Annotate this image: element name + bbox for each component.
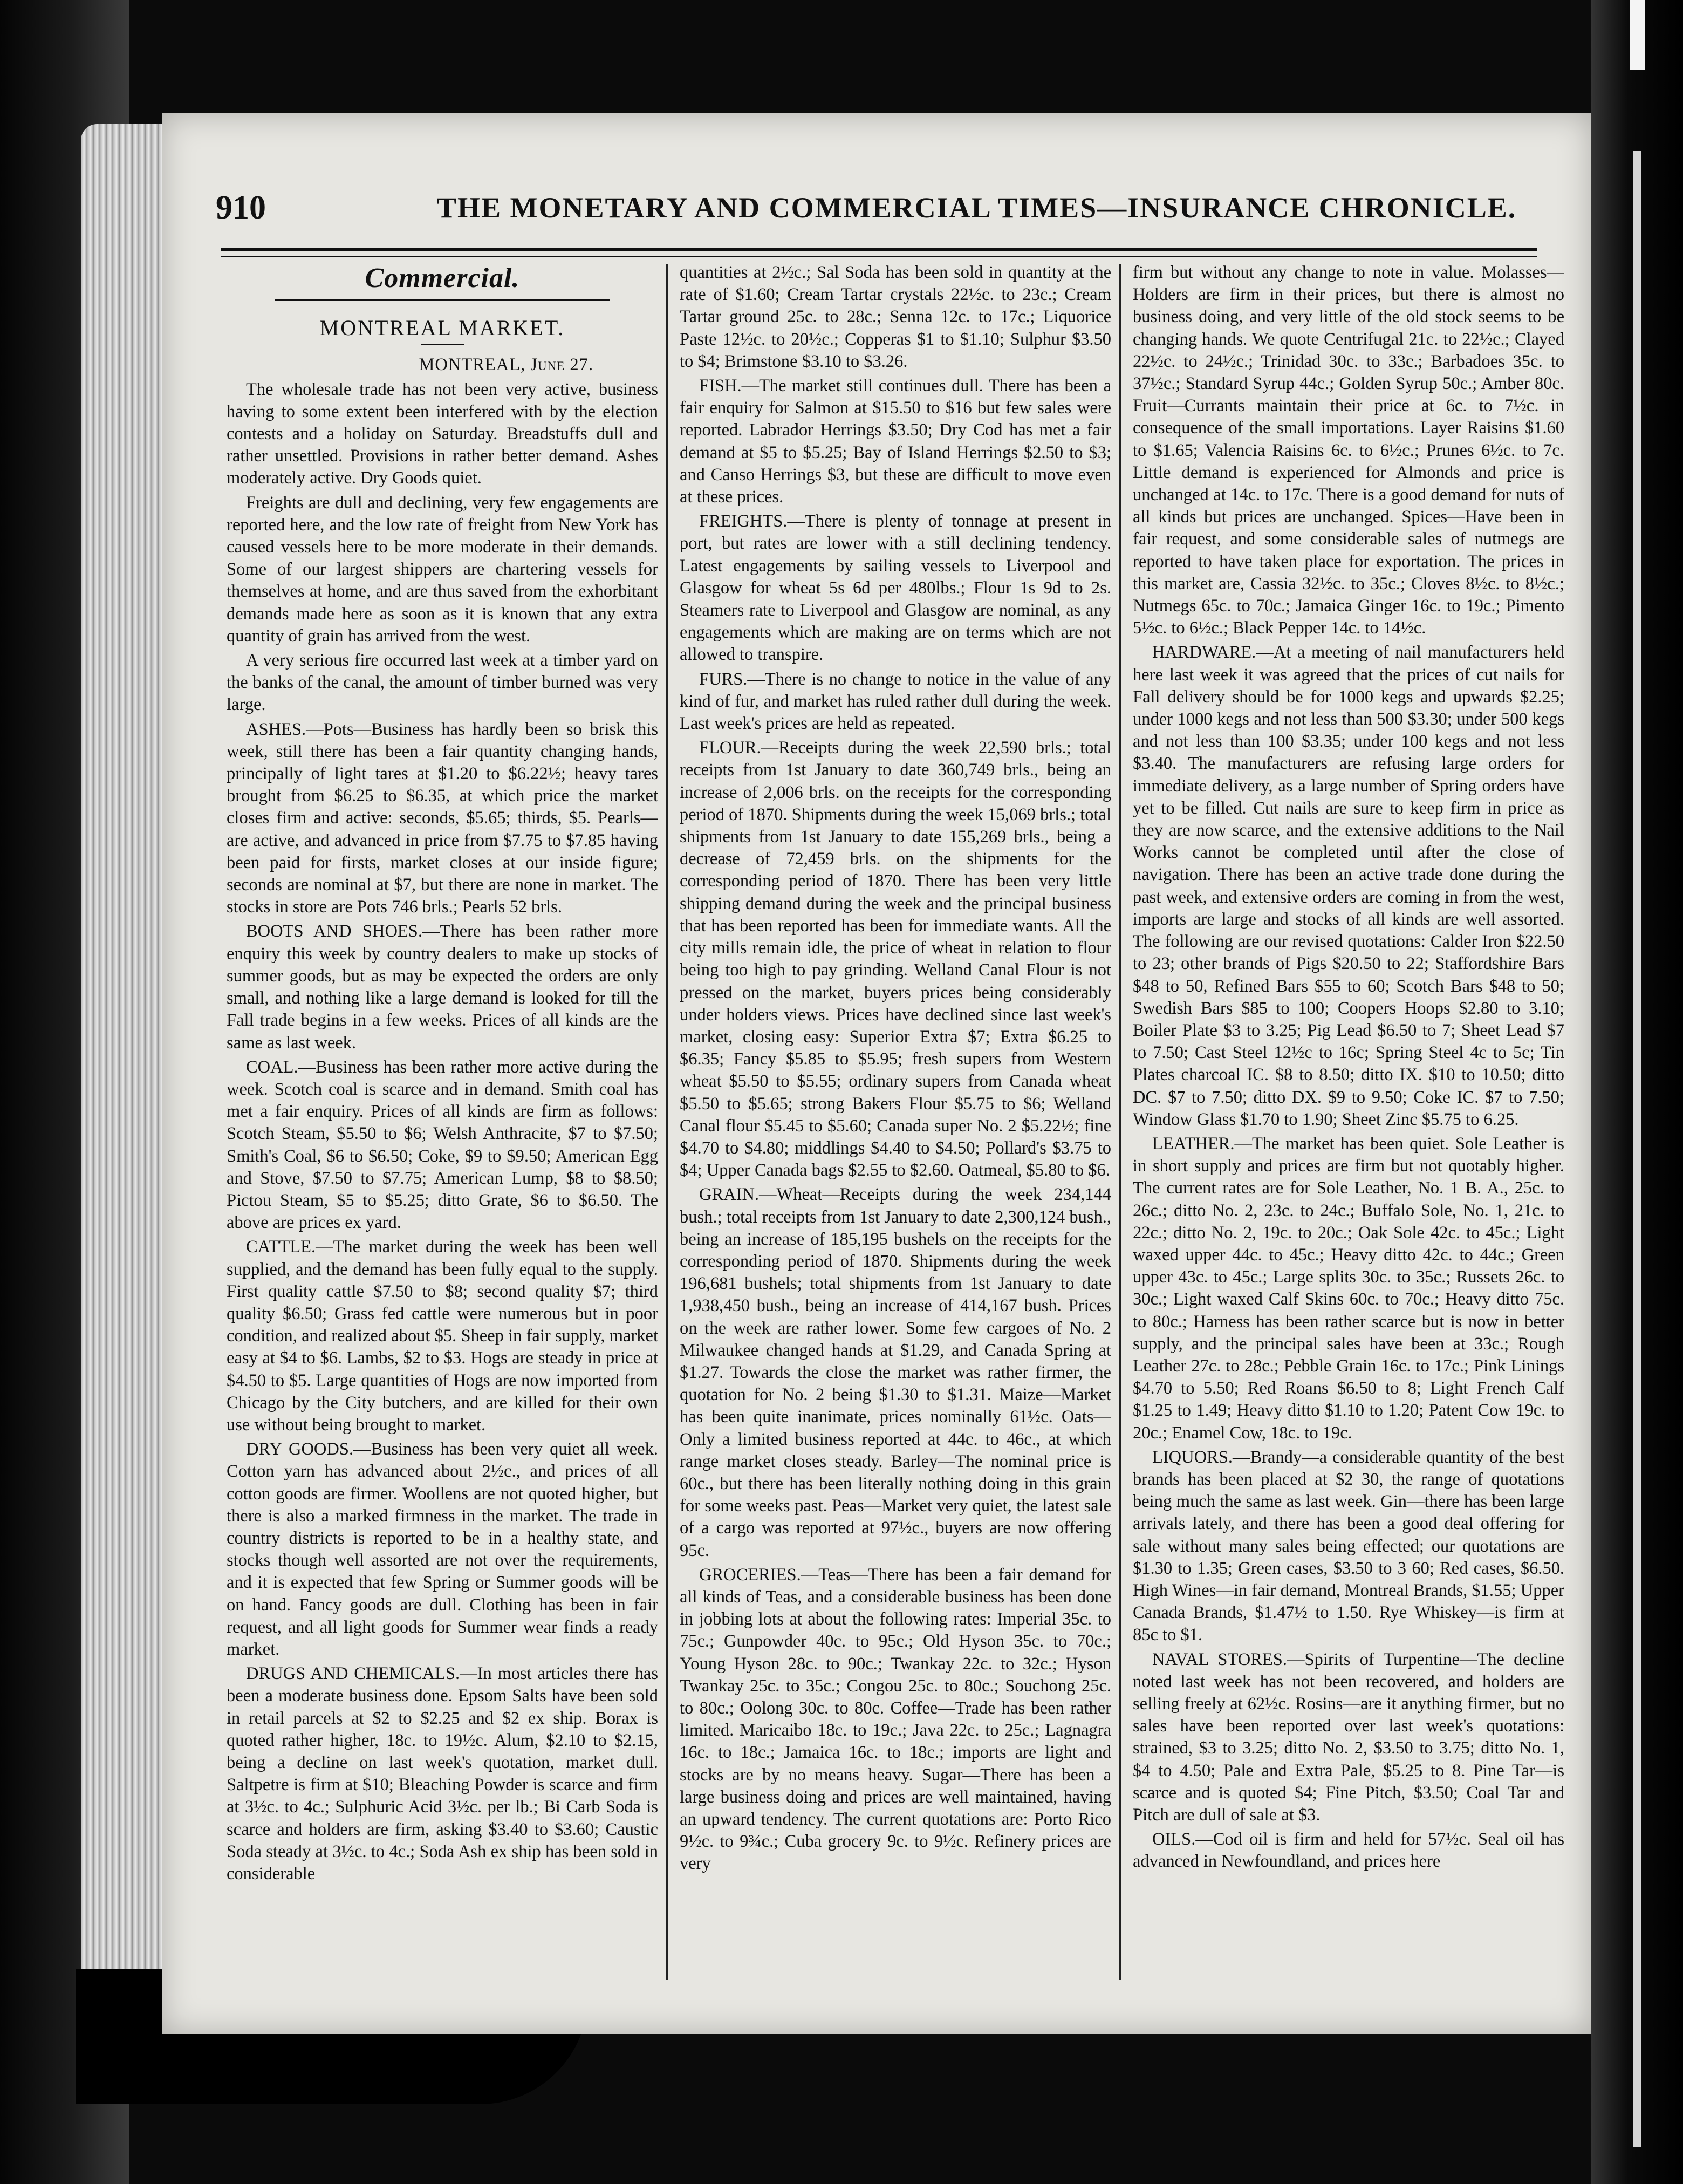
- article-paragraph: FURS.—There is no change to notice in the value of any kind of fur, and market has ruled rather dull during the week. Last week's prices are held as repeated.: [680, 669, 1111, 734]
- header-rule: [221, 248, 1537, 257]
- article-paragraph: ASHES.—Pots—Business has hardly been so brisk this week, still there has been a fair quantity changing hands, principally of light tares at $1.20 to $6.22½; heavy tares brought from $6.25 to $6.35, at which price the market closes firm and active: seconds, $5.65; thirds, $5. Pearls—are active, and advanced in price from $7.75 to $7.85 having been paid for firsts, market closes at our inside figure; seconds are nominal at $7, but there are none in market. The stocks in store are Pots 746 brls.; Pearls 52 brls.: [227, 719, 658, 917]
- column-1: [227, 262, 658, 1988]
- article-paragraph: GRAIN.—Wheat—Receipts during the week 234,144 bush.; total receipts from 1st January to date 2,300,124 bush., being an increase of 185,195 bushels on the receipts for the corresponding period of 1870. Shipments during the week 196,681 bushels; total shipments from 1st January to date 1,938,450 bush., being an increase of 414,167 bush. Prices on the week are rather lower. Some few cargoes of No. 2 Milwaukee changed hands at $1.29, and Canada Spring at $1.27. Towards the close the market was rather firmer, the quotation for No. 2 being $1.30 to $1.31. Maize—Market has been quite inanimate, prices nominally 61½c. Oats—Only a limited business reported at 44c. to 46c., at which range market closes steady. Barley—The nominal price is 60c., but there has been literally nothing doing in this grain for some weeks past. Peas—Market very quiet, the latest sale of a cargo was reported at 97½c., buyers are now offering 95c.: [680, 1185, 1111, 1560]
- article-paragraph: FLOUR.—Receipts during the week 22,590 brls.; total receipts from 1st January to date 360,749 brls., being an increase of 2,006 brls. on the receipts for the corresponding period of 1870. Shipments during the week 15,069 brls.; total shipments from 1st January to date 155,269 brls., being a decrease of 72,459 brls. on the shipments for the corresponding period of 1870. There has been very little shipping demand during the week and the principal business that has been reported has been for immediate wants. All the city mills remain idle, the price of wheat in relation to flour being too high to pay grinding. Welland Canal Flour is not pressed on the market, buyers prices being considerably under holders views. Prices have declined since last week's market, closing easy: Superior Extra $7; Extra $6.25 to $6.35; Fancy $5.85 to $5.95; fresh supers from Western wheat $5.50 to $5.55; ordinary supers from Canada wheat $5.50 to $5.65; strong Bakers Flour $5.75 to $6; Welland Canal flour $5.45 to $5.60; Canada super No. 2 $5.22½; fine $4.70 to $4.80; middlings $4.40 to $4.50; Pollard's $3.75 to $4; Upper Canada bags $2.55 to $2.60. Oatmeal, $5.80 to $6.: [680, 738, 1111, 1180]
- article-paragraph: CATTLE.—The market during the week has been well supplied, and the demand has been fully equal to the supply. First quality cattle $7.50 to $8; second quality $7; third quality $6.50; Grass fed cattle were numerous but in poor condition, and realized about $5. Sheep in fair supply, market easy at $4 to $6. Lambs, $2 to $3. Hogs are steady in price at $4.50 to $5. Large quantities of Hogs are now imported from Chicago by the City butchers, and are killed for their own use without being brought to market.: [227, 1237, 658, 1435]
- section-heading: Commercial.: [365, 263, 520, 294]
- article-paragraph: LEATHER.—The market has been quiet. Sole Leather is in short supply and prices are firm but not quotably higher. The current rates are for Sole Leather, No. 1 B. A., 25c. to 26c.; ditto No. 2, 23c. to 24c.; Buffalo Sole, No. 1, 21c. to 22c.; ditto No. 2, 19c. to 20c.; Oak Sole 42c. to 45c.; Light waxed upper 44c. to 45c.; Heavy ditto 42c. to 44c.; Green upper 43c. to 45c.; Large splits 30c. to 35c.; Russets 26c. to 30c.; Light waxed Calf Skins 60c. to 70c.; Heavy ditto 75c. to 80c.; Harness has been rather scarce but is now in better supply, and the principal sales have been at 33c.; Rough Leather 27c. to 28c.; Pebble Grain 16c. to 17c.; Pink Linings $4.70 to 5.50; Red Roans $6.50 to 8; Light French Calf $1.25 to 1.49; Heavy ditto $1.10 to 1.20; Patent Cow 19c. to 20c.; Enamel Cow, 18c. to 19c.: [1133, 1134, 1564, 1443]
- article-paragraph: COAL.—Business has been rather more active during the week. Scotch coal is scarce and in demand. Smith coal has met a fair enquiry. Prices of all kinds are firm as follows: Scotch Steam, $5.50 to $6; Welsh Anthracite, $7 to $7.50; Smith's Coal, $6 to $6.50; Coke, $9 to $9.50; American Egg and Stove, $7.50 to $7.75; American Lump, $8 to $8.50; Pictou Steam, $5 to $5.25; ditto Grate, $6 to $6.50. The above are prices ex yard.: [227, 1057, 658, 1233]
- scan-edge-strip: [1630, 0, 1645, 70]
- article-paragraph: GROCERIES.—Teas—There has been a fair demand for all kinds of Teas, and a considerable business has been done in jobbing lots at about the following rates: Imperial 35c. to 75c.; Gunpowder 40c. to 95c.; Old Hyson 35c. to 70c.; Young Hyson 28c. to 90c.; Twankay 22c. to 32c.; Hyson Twankay 25c. to 35c.; Congou 25c. to 80c.; Souchong 25c. to 80c.; Oolong 30c. to 80c. Coffee—Trade has been rather limited. Maricaibo 18c. to 19c.; Java 22c. to 25c.; Lagnagra 16c. to 18c.; Jamaica 16c. to 18c.; imports are light and stocks are by no means heavy. Sugar—There has been a large business doing and prices are well maintained, having an upward tendency. The current quotations are: Porto Rico 9½c. to 9¾c.; Cuba grocery 9c. to 9½c. Refinery prices are very: [680, 1565, 1111, 1874]
- column-rule: [666, 264, 668, 1980]
- running-title: THE MONETARY AND COMMERCIAL TIMES—INSURANCE CHRONICLE.: [437, 192, 1517, 224]
- article-paragraph: The wholesale trade has not been very active, business having to some extent been interfered with by the election contests and a holiday on Saturday. Breadstuffs dull and rather unsettled. Provisions in rather better demand. Ashes moderately active. Dry Goods quiet.: [227, 379, 658, 488]
- article-paragraph: DRY GOODS.—Business has been very quiet all week. Cotton yarn has advanced about 2½c., and prices of all cotton goods are firmer. Woollens are not quoted higher, but there is also a marked firmness in the market. The trade in country districts is reported to be in a healthy state, and stocks though well assorted are not over the requirements, and it is expected that few Spring or Summer goods will be on hand. Fancy goods are dull. Clothing has been in fair request, and all light goods for Summer wear finds a ready market.: [227, 1439, 658, 1659]
- market-rule: [421, 344, 464, 345]
- section-rule: [275, 299, 610, 301]
- book-page-stack: [81, 124, 173, 2012]
- scan-edge-strip: [1633, 151, 1641, 2147]
- article-paragraph: firm but without any change to note in value. Molasses—Holders are firm in their prices, but there is almost no business doing, and very little of the old stock seems to be changing hands. We quote Centrifugal 21c. to 22½c.; Clayed 22½c. to 24½c.; Trinidad 30c. to 33c.; Barbadoes 35c. to 37½c.; Standard Syrup 44c.; Golden Syrup 50c.; Amber 80c. Fruit—Currants maintain their price at 6c. to 7½c. in consequence of the small importations. Layer Raisins $1.60 to $1.65; Valencia Raisins 6c. to 6½c.; Prunes 6½c. to 7c. Little demand is experienced for Almonds and price is unchanged at 14c. to 17c. There is a good demand for nuts of all kinds but prices are unchanged. Spices—Have been in fair request, and some considerable sales of nutmegs are reported to have taken place for exportation. The prices in this market are, Cassia 32½c. to 35c.; Cloves 8½c. to 8½c.; Nutmegs 65c. to 70c.; Jamaica Ginger 16c. to 19c.; Pimento 5½c. to 6½c.; Black Pepper 14c. to 14½c.: [1133, 263, 1564, 638]
- article-paragraph: HARDWARE.—At a meeting of nail manufacturers held here last week it was agreed that the prices of cut nails for Fall delivery should be for 1000 kegs and upwards $2.25; under 1000 kegs and not less than 500 $3.30; under 500 kegs and not less than 100 $3.35; under 100 kegs and not less $3.40. The manufacturers are refusing large orders for immediate delivery, as a large number of Spring orders have yet to be filled. Cut nails are sure to keep firm in price as they are now scarce, and the extensive additions to the Nail Works cannot be completed until after the close of navigation. There has been an active trade done during the past week, and extensive orders are coming in from the west, imports are large and stocks of all kinds are well assorted. The following are our revised quotations: Calder Iron $22.50 to 23; other brands of Pigs $20.50 to 22; Staffordshire Bars $48 to 50, Refined Bars $55 to 60; Scotch Bars $48 to 50; Swedish Bars $85 to 100; Coopers Hoops $2.80 to 3.10; Boiler Plate $3 to 3.25; Pig Lead $6.50 to 7; Sheet Lead $7 to 7.50; Cast Steel 12½c to 16c; Spring Steel 4c to 5c; Tin Plates charcoal IC. $8 to 8.50; ditto IX. $10 to 10.50; ditto DC. $7 to 7.50; ditto DX. $9 to 9.50; Coke IC. $7 to 7.50; Window Glass $1.70 to 1.90; Sheet Zinc $5.75 to 6.25.: [1133, 643, 1564, 1129]
- article-paragraph: NAVAL STORES.—Spirits of Turpentine—The decline noted last week has not been recovered, and holders are selling freely at 62½c. Rosins—are it anything firmer, but no sales have been reported over last week's quotations: strained, $3 to 3.25; ditto No. 2, $3.50 to 3.75; ditto No. 1, $4 to 4.50; Pale and Extra Pale, $5.25 to 8. Pine Tar—is scarce and is quoted $4; Fine Pitch, $3.50; Coal Tar and Pitch are dull of sale at $3.: [1133, 1649, 1564, 1825]
- column-3: [1133, 262, 1564, 1988]
- page-header: [216, 189, 1532, 232]
- article-paragraph: FISH.—The market still continues dull. There has been a fair enquiry for Salmon at $15.50 to $16 but few sales were reported. Labrador Herrings $3.50; Dry Cod has met a fair demand at $5 to $5.25; Bay of Island Herrings $2.50 to $3; and Canso Herrings $3, but these are difficult to move even at these prices.: [680, 376, 1111, 507]
- article-paragraph: LIQUORS.—Brandy—a considerable quantity of the best brands has been placed at $2 30, the range of quotations being much the same as last week. Gin—there has been large arrivals lately, and there has been a good deal offering for sale without many sales being effected; our quotations are $1.30 to 1.35; Green cases, $3.50 to 3 60; Red cases, $6.50. High Wines—in fair demand, Montreal Brands, $1.55; Upper Canada Brands, $1.47½ to 1.50. Rye Whiskey—is firm at 85c to $1.: [1133, 1447, 1564, 1645]
- article-paragraph: A very serious fire occurred last week at a timber yard on the banks of the canal, the amount of timber burned was very large.: [227, 651, 658, 715]
- article-paragraph: FREIGHTS.—There is plenty of tonnage at present in port, but rates are lower with a still declining tendency. Latest engagements by sailing vessels to Liverpool and Glasgow for wheat 5s 6d per 480lbs.; Flour 1s 9d to 2s. Steamers rate to Liverpool and Glasgow are nominal, as any engagements which are making are on terms which are not allowed to transpire.: [680, 511, 1111, 665]
- dateline: MONTREAL, June 27.: [419, 355, 593, 375]
- article-paragraph: OILS.—Cod oil is firm and held for 57½c. Seal oil has advanced in Newfoundland, and prices here: [1133, 1830, 1564, 1872]
- page-number: 910: [216, 189, 266, 226]
- column-2: [680, 262, 1111, 1988]
- article-paragraph: quantities at 2½c.; Sal Soda has been sold in quantity at the rate of $1.60; Cream Tartar crystals 22½c. to 23c.; Cream Tartar ground 25c. to 28c.; Senna 12c. to 17c.; Liquorice Paste 12½c. to 20½c.; Copperas $1 to $1.10; Sulphur $3.50 to $4; Brimstone $3.10 to $3.26.: [680, 263, 1111, 371]
- article-paragraph: BOOTS AND SHOES.—There has been rather more enquiry this week by country dealers to make up stocks of summer goods, but as may be expected the orders are only small, and nothing like a large demand is looked for till the Fall trade begins in a few weeks. Prices of all kinds are the same as last week.: [227, 922, 658, 1053]
- market-heading: MONTREAL MARKET.: [319, 316, 565, 340]
- column-rule: [1119, 264, 1121, 1980]
- article-paragraph: Freights are dull and declining, very few engagements are reported here, and the low rate of freight from New York has caused vessels here to be more moderate in their demands. Some of our largest shippers are chartering vessels for themselves at home, and are thus saved from the exhorbitant demands made here as soon as it is known that any extra quantity of grain has arrived from the west.: [227, 493, 658, 646]
- newspaper-page: [162, 113, 1591, 2034]
- article-paragraph: DRUGS AND CHEMICALS.—In most articles there has been a moderate business done. Epsom Salts have been sold in retail parcels at $2 to $2.25 and $2 ex ship. Borax is quoted rather higher, 18c. to 19½c. Alum, $2.10 to $2.15, being a decline on last week's quotation, market dull. Saltpetre is firm at $10; Bleaching Powder is scarce and firm at 3½c. to 4c.; Sulphuric Acid 3½c. per lb.; Bi Carb Soda is scarce and holders are firm, asking $3.40 to $3.60; Caustic Soda steady at 3½c. to 4c.; Soda Ash ex ship has been sold in considerable: [227, 1664, 658, 1884]
